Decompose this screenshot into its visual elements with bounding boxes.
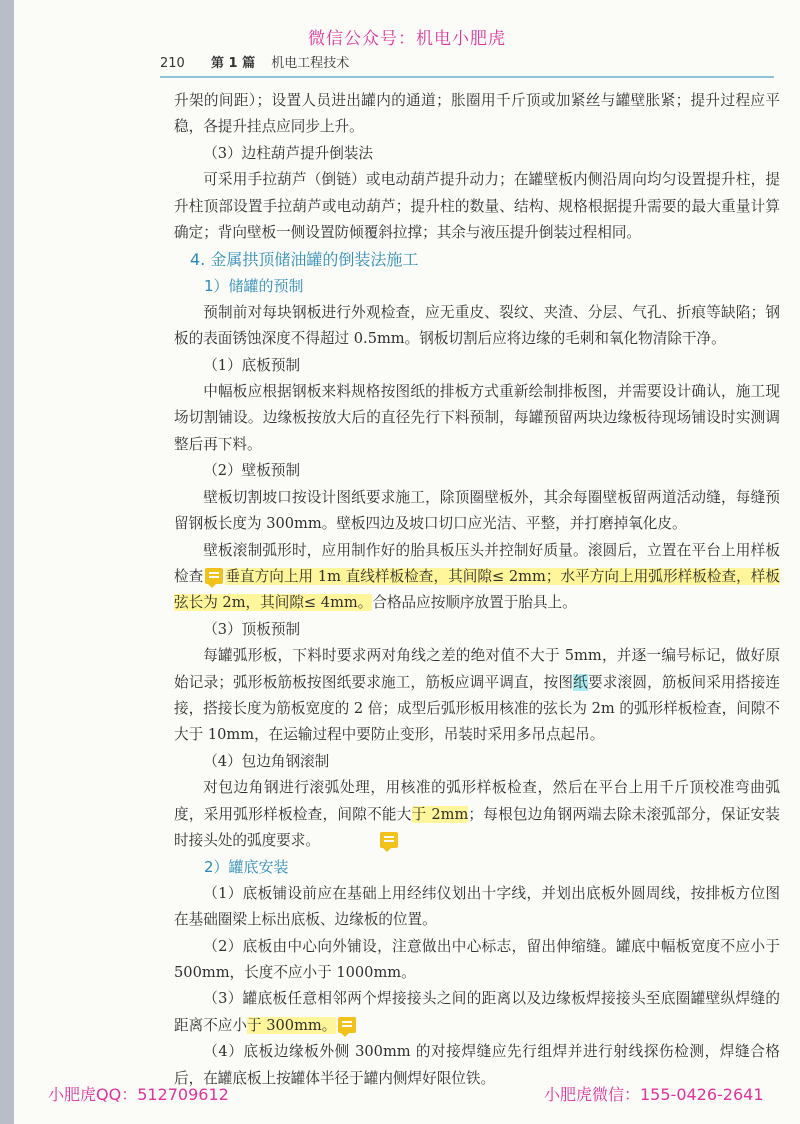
paragraph bbox=[174, 643, 780, 749]
text-run: 对包边角钢进行滚弧处理，用核准的弧形样板检查，然后在平台上用千斤顶校准弯曲弧度，采用弧形样板检查，间隙不能大 bbox=[174, 779, 780, 823]
document-page bbox=[14, 0, 800, 1124]
highlighted-text[interactable]: 于 2mm bbox=[411, 805, 469, 823]
page-header bbox=[160, 52, 349, 71]
paragraph: 预制前对每块钢板进行外观检查，应无重皮、裂纹、夹渣、分层、气孔、折痕等缺陷；钢板的表面锈蚀深度不得超过 0.5mm。钢板切割后应将边缘的毛刺和氧化物清除干净。 bbox=[174, 303, 780, 348]
part-label: 第 1 篇 bbox=[210, 56, 256, 71]
text-run: 每罐弧形板，下料时要求两对角线之差的绝对值不大于 5mm，并逐一编号标记，做好原始记录；弧形板筋板按图纸要求施工，筋板应调平调直，按图 bbox=[174, 647, 780, 691]
watermark-qq: 小肥虎QQ：512709612 bbox=[48, 1085, 229, 1104]
text-run: 合格品应按顺序放置于胎具上。 bbox=[372, 594, 577, 612]
comment-note-icon[interactable] bbox=[338, 1017, 356, 1033]
paragraph: （1）底板铺设前应在基础上用经纬仪划出十字线，并划出底板外圆周线，按排板方位图在基础圈梁上标出底板、边缘板的位置。 bbox=[174, 884, 780, 929]
watermark-wechat: 小肥虎微信：155-0426-2641 bbox=[544, 1085, 764, 1104]
subheading: （2）壁板预制 bbox=[203, 462, 301, 480]
text-run: 要求滚圆，筋板间采用搭接连接，搭接长度为筋板宽度的 2 倍；成型后弧形板用核准的弦长为 2m 的弧形样板检查，间隙不大于 10mm，在运输过程中要防止变形，吊装时采用多吊点起吊。 bbox=[174, 673, 780, 744]
text-run: 壁板滚制弧形时，应用制作好的胎具板压头并控制好质量。滚圆后，立置在平台上用样板检查 bbox=[174, 541, 780, 585]
subheading: （3）顶板预制 bbox=[203, 620, 301, 638]
comment-note-icon[interactable] bbox=[205, 568, 223, 584]
paragraph: 可采用手拉葫芦（倒链）或电动葫芦提升动力；在罐壁板内侧沿周向均匀设置提升柱，提升柱顶部设置手拉葫芦或电动葫芦；提升柱的数量、结构、规格根据提升需要的最大重量计算确定；背向壁板一侧设置防倾覆斜拉撑；其余与液压提升倒装过程相同。 bbox=[174, 171, 780, 242]
paragraph: 壁板切割坡口按设计图纸要求施工，除顶圈壁板外，其余每圈壁板留两道活动缝，每缝预留钢板长度为 300mm。壁板四边及坡口切口应光洁、平整，并打磨掉氧化皮。 bbox=[174, 488, 780, 533]
section-heading: 4. 金属拱顶储油罐的倒装法施工 bbox=[190, 250, 419, 270]
paragraph: 升架的间距）；设置人员进出罐内的通道；胀圈用千斤顶或加紧丝与罐壁胀紧；提升过程应平稳，各提升挂点应同步上升。 bbox=[174, 92, 780, 136]
subheading: （4）包边角钢滚制 bbox=[203, 752, 330, 770]
paragraph: 中幅板应根据钢板来料规格按图纸的排板方式重新绘制排板图，并需要设计确认，施工现场切割铺设。边缘板按放大后的直径先行下料预制，每罐预留两块边缘板待现场铺设时实测调整后再下料。 bbox=[174, 383, 780, 453]
highlighted-text[interactable]: 纸 bbox=[573, 673, 588, 691]
header-rule bbox=[160, 76, 774, 78]
highlighted-text[interactable]: 于 300mm。 bbox=[246, 1016, 337, 1034]
subsection-heading: 2）罐底安装 bbox=[204, 858, 289, 877]
comment-note-icon[interactable] bbox=[380, 832, 398, 848]
text-run: ；每根包边角钢两端去除未滚弧部分，保证安装时接头处的弧度要求。 bbox=[174, 805, 780, 849]
subheading: （1）底板预制 bbox=[203, 356, 301, 374]
subsection-heading: 1）储罐的预制 bbox=[204, 277, 304, 296]
paragraph bbox=[174, 538, 780, 617]
paragraph bbox=[174, 986, 780, 1039]
page-number: 210 bbox=[160, 56, 185, 71]
paragraph: （2）底板由中心向外铺设，注意做出中心标志，留出伸缩缝。罐底中幅板宽度不应小于 500mm，长度不应小于 1000mm。 bbox=[174, 937, 780, 981]
body-text bbox=[174, 88, 780, 1092]
highlighted-text[interactable]: 垂直方向上用 1m 直线样板检查，其间隙≤ 2mm；水平方向上用弧形样板检查，样板弦长为 2m，其间隙≤ 4mm。 bbox=[174, 567, 780, 612]
paragraph bbox=[174, 775, 780, 854]
paragraph: （4）底板边缘板外侧 300mm 的对接焊缝应先行组焊并进行射线探伤检测，焊缝合格后，在罐底板上按罐体半径于罐内侧焊好限位铁。 bbox=[174, 1043, 780, 1087]
section-title: 机电工程技术 bbox=[271, 56, 350, 71]
text-run: （3）罐底板任意相邻两个焊接接头之间的距离以及边缘板焊接接头至底圈罐壁纵焊缝的距离不应小 bbox=[174, 990, 780, 1034]
watermark-top: 微信公众号：机电小肥虎 bbox=[308, 29, 506, 49]
subheading: （3）边柱葫芦提升倒装法 bbox=[203, 144, 374, 162]
